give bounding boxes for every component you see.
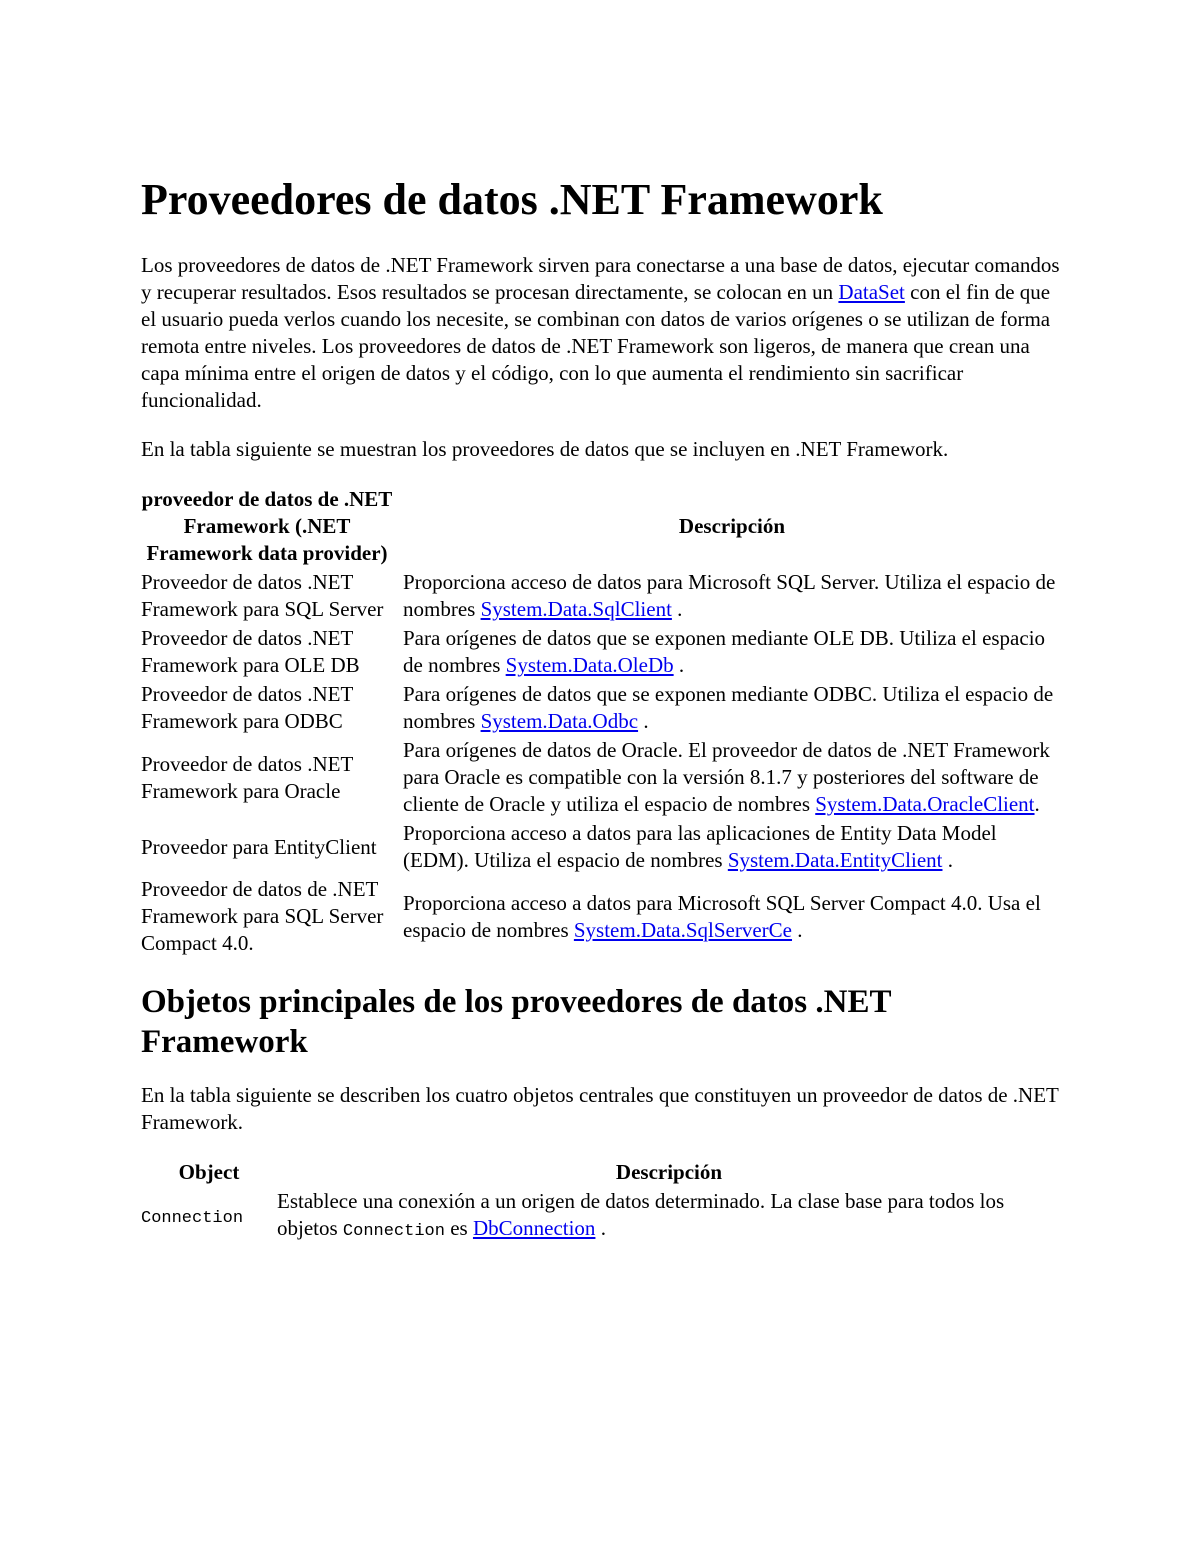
object-name: Connection <box>141 1208 244 1228</box>
table-header-row <box>141 1158 1061 1187</box>
header-object: Object <box>178 1160 240 1184</box>
provider-cell: Proveedor para EntityClient <box>141 834 377 859</box>
table-header-row <box>141 485 1061 568</box>
description-text: Para orígenes de datos que se exponen mediante ODBC. Utiliza el espacio de nombres <box>403 682 1054 733</box>
table-row <box>141 875 1061 958</box>
description-end: . <box>673 653 685 677</box>
object-cell <box>141 1187 277 1246</box>
sqlserverce-link[interactable]: System.Data.SqlServerCe <box>573 917 793 942</box>
provider-cell: Proveedor de datos .NET Framework para Oracle <box>141 751 353 803</box>
dbconnection-link[interactable]: DbConnection <box>472 1216 596 1240</box>
odbc-link[interactable]: System.Data.Odbc <box>480 709 639 733</box>
inline-code: Connection <box>342 1222 445 1241</box>
description-mid: es <box>444 1216 473 1240</box>
description-cell <box>403 624 1061 680</box>
header-provider: proveedor de datos de .NET Framework (.NET Framework data provider) <box>141 487 393 565</box>
table-row <box>141 736 1061 819</box>
description-end: . <box>942 848 953 872</box>
description-cell <box>277 1187 1061 1246</box>
description-cell <box>403 736 1061 819</box>
header-description: Descripción <box>615 1160 723 1184</box>
description-cell <box>403 875 1061 958</box>
description-cell <box>403 568 1061 624</box>
description-text: Proporciona acceso a datos para Microsoft SQL Server Compact 4.0. Usa el espacio de nombres <box>403 890 1041 942</box>
description-cell <box>403 819 1061 875</box>
description-end: . <box>1034 792 1040 816</box>
table-row <box>141 568 1061 624</box>
table-row <box>141 1187 1061 1246</box>
intro-paragraph <box>141 252 1061 414</box>
table-intro: En la tabla siguiente se muestran los proveedores de datos que se incluyen en .NET Framework. <box>141 437 949 461</box>
page-title: Proveedores de datos .NET Framework <box>141 175 883 224</box>
oracleclient-link[interactable]: System.Data.OracleClient <box>815 792 1035 816</box>
description-cell <box>403 680 1061 736</box>
description-end: . <box>671 597 683 621</box>
header-description: Descripción <box>678 514 786 538</box>
objects-table <box>141 1158 1061 1246</box>
description-end: . <box>792 917 803 942</box>
description-end: . <box>595 1216 606 1240</box>
description-text: Para orígenes de datos de Oracle. El proveedor de datos de .NET Framework para Oracle es compatible con la versión 8.1.7 y posteriores del software de cliente de Oracle y utiliza el espacio de nombres <box>403 738 1050 816</box>
oledb-link[interactable]: System.Data.OleDb <box>505 653 674 677</box>
document-page <box>141 168 1061 1246</box>
provider-cell: Proveedor de datos .NET Framework para OLE DB <box>141 626 360 677</box>
provider-cell: Proveedor de datos .NET Framework para ODBC <box>141 682 353 733</box>
description-text: Proporciona acceso a datos para las aplicaciones de Entity Data Model (EDM). Utiliza el espacio de nombres <box>403 821 997 872</box>
table-row <box>141 819 1061 875</box>
provider-cell: Proveedor de datos de .NET Framework para SQL Server Compact 4.0. <box>141 877 384 955</box>
intro-text-after: con el fin de que el usuario pueda verlos cuando los necesite, se combinan con datos de varios orígenes o se utilizan de forma remota entre niveles. Los proveedores de datos de .NET Framework son ligeros, de manera que crean una capa mínima entre el origen de datos y el código, con lo que aumenta el rendimiento sin sacrificar funcionalidad. <box>141 280 1051 412</box>
description-end: . <box>638 709 649 733</box>
sqlclient-link[interactable]: System.Data.SqlClient <box>480 597 672 621</box>
description-text: Proporciona acceso de datos para Microsoft SQL Server. Utiliza el espacio de nombres <box>403 570 1056 621</box>
intro-text-before: Los proveedores de datos de .NET Framework sirven para conectarse a una base de datos, ejecutar comandos y recuperar resultados. Esos resultados se procesan directamente, se colocan en un <box>141 253 1060 304</box>
description-text: Establece una conexión a un origen de datos determinado. La clase base para todos los objetos <box>277 1189 1005 1240</box>
provider-cell: Proveedor de datos .NET Framework para SQL Server <box>141 570 384 621</box>
table-row <box>141 680 1061 736</box>
table-row <box>141 624 1061 680</box>
section-heading: Objetos principales de los proveedores de datos .NET Framework <box>141 984 891 1060</box>
entityclient-link[interactable]: System.Data.EntityClient <box>727 848 943 872</box>
section-intro: En la tabla siguiente se describen los cuatro objetos centrales que constituyen un proveedor de datos de .NET Framework. <box>141 1083 1059 1134</box>
dataset-link[interactable]: DataSet <box>838 280 905 304</box>
providers-table <box>141 485 1061 958</box>
description-text: Para orígenes de datos que se exponen mediante OLE DB. Utiliza el espacio de nombres <box>403 626 1046 677</box>
